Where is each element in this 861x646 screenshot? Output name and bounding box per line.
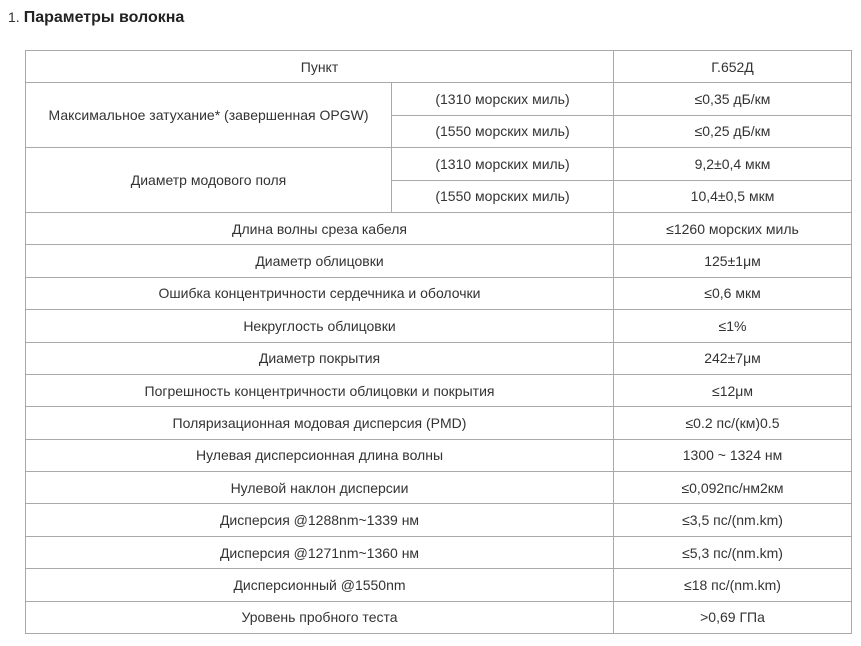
row-condition: (1550 морских миль) [392,115,614,147]
row-label: Нулевой наклон дисперсии [26,472,614,504]
row-condition: (1310 морских миль) [392,83,614,115]
row-value: ≤12μм [614,374,852,406]
row-value: 10,4±0,5 мкм [614,180,852,212]
row-value: ≤18 пс/(nm.km) [614,569,852,601]
section-number: 1. [8,9,20,25]
table-row [26,245,852,277]
row-value: ≤0,35 дБ/км [614,83,852,115]
row-label: Максимальное затухание* (завершенная OPGW) [26,83,392,148]
table-row [26,212,852,244]
row-label: Ошибка концентричности сердечника и оболочки [26,277,614,309]
row-condition: (1310 морских миль) [392,148,614,180]
row-label: Погрешность концентричности облицовки и покрытия [26,374,614,406]
row-label: Некруглость облицовки [26,310,614,342]
table-row [26,407,852,439]
section-title: Параметры волокна [23,9,185,26]
row-label: Диаметр модового поля [26,148,392,213]
table-row [26,536,852,568]
table-row [26,504,852,536]
row-value: 1300 ~ 1324 нм [614,439,852,471]
table-row [26,569,852,601]
row-label: Уровень пробного теста [26,601,614,633]
row-value: >0,69 ГПа [614,601,852,633]
row-condition: (1550 морских миль) [392,180,614,212]
row-label: Длина волны среза кабеля [26,212,614,244]
fiber-parameters-table [25,50,852,634]
table-row [26,439,852,471]
row-value: ≤3,5 пс/(nm.km) [614,504,852,536]
row-value: ≤0,25 дБ/км [614,115,852,147]
section-heading [8,9,184,31]
table-row [26,472,852,504]
table-row [26,342,852,374]
row-label: Дисперсия @1288nm~1339 нм [26,504,614,536]
table-row [26,148,852,180]
row-label: Нулевая дисперсионная длина волны [26,439,614,471]
row-label: Поляризационная модовая дисперсия (PMD) [26,407,614,439]
row-label: Диаметр облицовки [26,245,614,277]
table-row [26,374,852,406]
row-value: ≤1260 морских миль [614,212,852,244]
table-row [26,310,852,342]
table-header-row [26,51,852,83]
row-value: ≤1% [614,310,852,342]
header-item-cell: Пункт [26,51,614,83]
row-value: 125±1μм [614,245,852,277]
row-label: Диаметр покрытия [26,342,614,374]
header-value-cell: Г.652Д [614,51,852,83]
row-value: 9,2±0,4 мкм [614,148,852,180]
row-value: ≤0,092пс/нм2км [614,472,852,504]
table-row [26,83,852,115]
table-row [26,601,852,633]
row-label: Дисперсия @1271nm~1360 нм [26,536,614,568]
row-value: 242±7μм [614,342,852,374]
table-row [26,277,852,309]
row-value: ≤5,3 пс/(nm.km) [614,536,852,568]
row-value: ≤0.2 пс/(км)0.5 [614,407,852,439]
row-label: Дисперсионный @1550nm [26,569,614,601]
row-value: ≤0,6 мкм [614,277,852,309]
